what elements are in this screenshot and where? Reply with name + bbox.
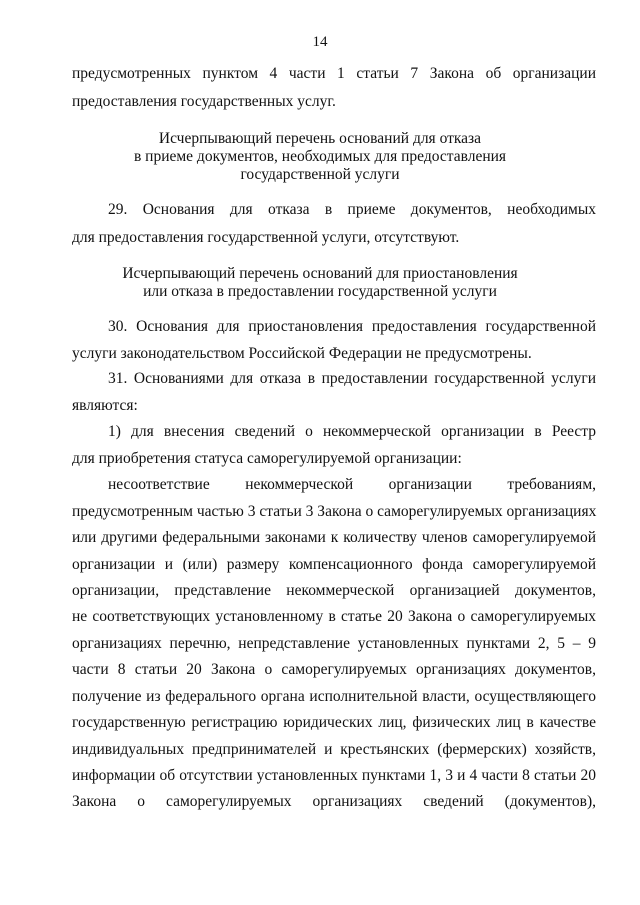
item-31-line-2: являются: <box>72 397 138 414</box>
section-heading-line-2: в приеме документов, необходимых для предоставления <box>133 148 507 165</box>
section-heading-line-1: Исчерпывающий перечень оснований для отказа <box>158 130 482 147</box>
body-line-5: организации, представление некоммерческой организацией документов, <box>72 582 596 599</box>
item-31-line-1: 31. Основаниями для отказа в предоставлении государственной услуги <box>108 370 596 387</box>
body-line-11: индивидуальных предпринимателей и крестьянских (фермерских) хозяйств, <box>72 741 596 758</box>
body-line-1: несоответствие некоммерческой организации требованиям, <box>108 476 596 493</box>
item-29-line-2: для предоставления государственной услуги, отсутствуют. <box>72 229 460 246</box>
body-line-13: Закона о саморегулируемых организациях сведений (документов), <box>72 793 596 810</box>
section-heading-2-line-2: или отказа в предоставлении государственной услуги <box>143 283 497 300</box>
page-number: 14 <box>312 34 328 50</box>
body-line-10: государственную регистрацию юридических лиц, физических лиц в качестве <box>72 714 596 731</box>
body-line-8: части 8 статьи 20 Закона о саморегулируемых организациях документов, <box>72 661 596 678</box>
subitem-1-line-2: для приобретения статуса саморегулируемой организации: <box>72 450 462 467</box>
body-line-4: организации и (или) размеру компенсационного фонда саморегулируемой <box>72 556 596 573</box>
item-29-line-1: 29. Основания для отказа в приеме документов, необходимых <box>108 201 596 218</box>
body-line-6: не соответствующих установленному в статье 20 Закона о саморегулируемых <box>72 608 596 625</box>
top-paragraph-line-1: предусмотренных пунктом 4 части 1 статьи 7 Закона об организации <box>72 65 596 82</box>
item-30-line-2: услуги законодательством Российской Федерации не предусмотрены. <box>72 345 532 362</box>
top-paragraph-line-2: предоставления государственных услуг. <box>72 93 336 110</box>
body-line-2: предусмотренным частью 3 статьи 3 Закона о саморегулируемых организациях <box>72 503 597 520</box>
body-line-12: информации об отсутствии установленных пунктами 1, 3 и 4 части 8 статьи 20 <box>72 767 596 784</box>
body-line-9: получение из федерального органа исполнительной власти, осуществляющего <box>72 688 596 705</box>
body-line-3: или другими федеральными законами к количеству членов саморегулируемой <box>72 529 596 546</box>
section-heading-line-3: государственной услуги <box>240 166 400 183</box>
body-line-7: организациях перечню, непредставление установленных пунктами 2, 5 – 9 <box>72 635 596 652</box>
section-heading-2-line-1: Исчерпывающий перечень оснований для приостановления <box>122 265 518 282</box>
item-30-line-1: 30. Основания для приостановления предоставления государственной <box>108 318 596 335</box>
subitem-1-line-1: 1) для внесения сведений о некоммерческой организации в Реестр <box>108 423 596 440</box>
